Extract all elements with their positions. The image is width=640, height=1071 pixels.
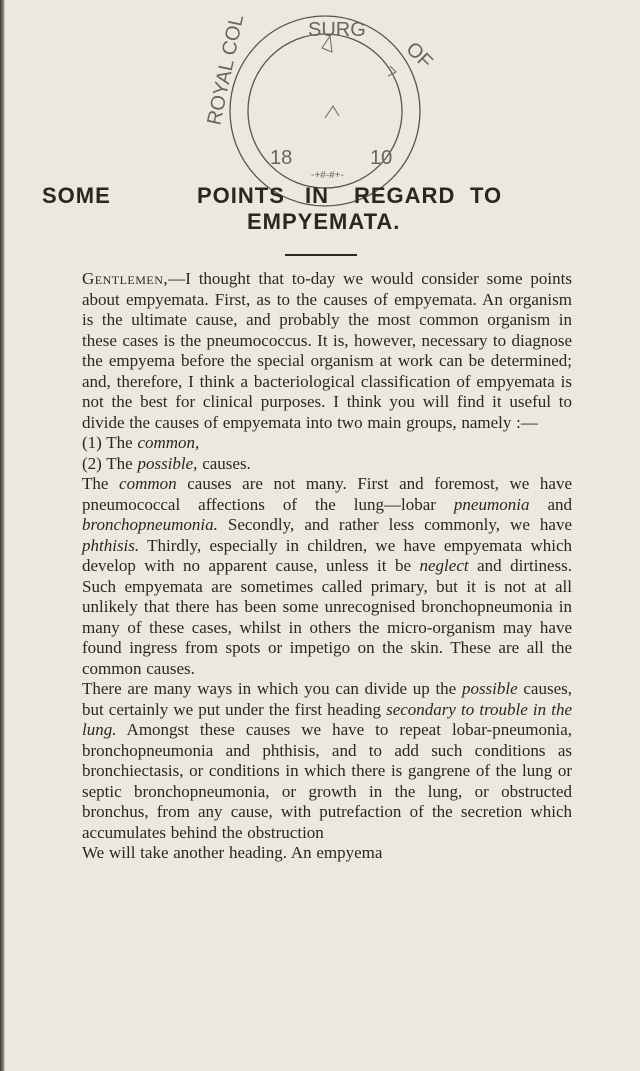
title-word-6: EMPYEMATA. bbox=[247, 209, 401, 234]
text-run: and dirtiness. Such empyemata are sometimes called primary, but it is not at all unlikely that there has been some unrecognised bronchopneumonia in many of these cases, whilst in others the micro-organism may have found ingress from spots or impetigo on the skin. These are all the common causes. bbox=[82, 556, 572, 678]
text-run: We will take another heading. An empyema bbox=[82, 843, 383, 862]
emphasis: common, bbox=[137, 433, 200, 452]
emphasis: secondary to trouble in the lung. bbox=[82, 699, 572, 739]
svg-text:OF: OF bbox=[401, 37, 437, 74]
paragraph bbox=[82, 679, 572, 843]
text-run: Secondly, and rather less commonly, we have bbox=[217, 515, 572, 534]
emphasis: pneumonia bbox=[453, 494, 530, 514]
svg-text:ROYAL COL: ROYAL COL bbox=[203, 12, 249, 128]
text-run: The bbox=[82, 474, 120, 493]
article-title bbox=[0, 161, 640, 234]
emphasis: phthisis. bbox=[82, 535, 140, 555]
svg-text:-+#-#+-: -+#-#+- bbox=[311, 170, 344, 181]
emphasis: possible bbox=[461, 679, 518, 698]
title-rule bbox=[285, 254, 357, 256]
svg-text:10: 10 bbox=[370, 147, 393, 169]
text-run: causes, but certainly we put under the first heading bbox=[82, 679, 572, 719]
title-word-4: REGARD bbox=[354, 183, 456, 208]
text-run: —I thought that to-day we would consider some points about empyemata. First, as to the causes of empyemata. An organism is the ultimate cause, and probably the most common organism in these cases is the pneumococcus. It is, however, necessary to diagnose the empyema before the special organism at work can be determined; and, therefore, I think a bacteriological classification of empyemata is not the best for clinical purposes. I think you will find it useful to divide the causes of empyemata into two main groups, namely :— bbox=[82, 269, 572, 432]
title-word-1: SOME bbox=[42, 183, 111, 208]
emphasis: bronchopneumonia. bbox=[82, 515, 218, 534]
text-run: (2) The bbox=[82, 453, 138, 473]
lecture-text bbox=[82, 269, 572, 864]
emphasis: common bbox=[119, 474, 177, 493]
text-run: causes are not many. First and foremost, we have pneumococcal affections of the lung—lobar bbox=[82, 474, 573, 514]
svg-text:18: 18 bbox=[270, 147, 293, 169]
text-run: causes. bbox=[197, 453, 251, 473]
svg-text:SURG: SURG bbox=[308, 19, 366, 41]
title-word-5: TO bbox=[470, 183, 503, 208]
paragraph bbox=[82, 843, 572, 864]
paragraph bbox=[82, 269, 572, 433]
text-run: (1) The bbox=[82, 433, 138, 452]
emphasis: neglect bbox=[419, 556, 469, 575]
title-word-2: POINTS bbox=[197, 183, 285, 208]
title-word-3: IN bbox=[305, 183, 329, 208]
list-item bbox=[82, 433, 572, 454]
salutation: Gentlemen, bbox=[82, 269, 169, 288]
paragraph bbox=[82, 474, 572, 679]
text-run: Amongst these causes we have to repeat lobar-pneumonia, bronchopneumonia and phthisis, and to add such conditions as bronchiectasis, or conditions in which there is gangrene of the lung or septic bronchopneumonia, or growth in the lung, or obstructed bronchus, from any cause, with putrefaction of the secretion which accumulates behind the obstruction bbox=[82, 720, 572, 842]
text-run: and bbox=[529, 494, 572, 514]
list-item bbox=[82, 454, 572, 475]
text-run: There are many ways in which you can divide up the bbox=[82, 679, 462, 698]
text-run: Thirdly, especially in children, we have empyemata which develop with no apparent cause, unless it be bbox=[82, 535, 572, 575]
emphasis: possible, bbox=[137, 453, 198, 473]
